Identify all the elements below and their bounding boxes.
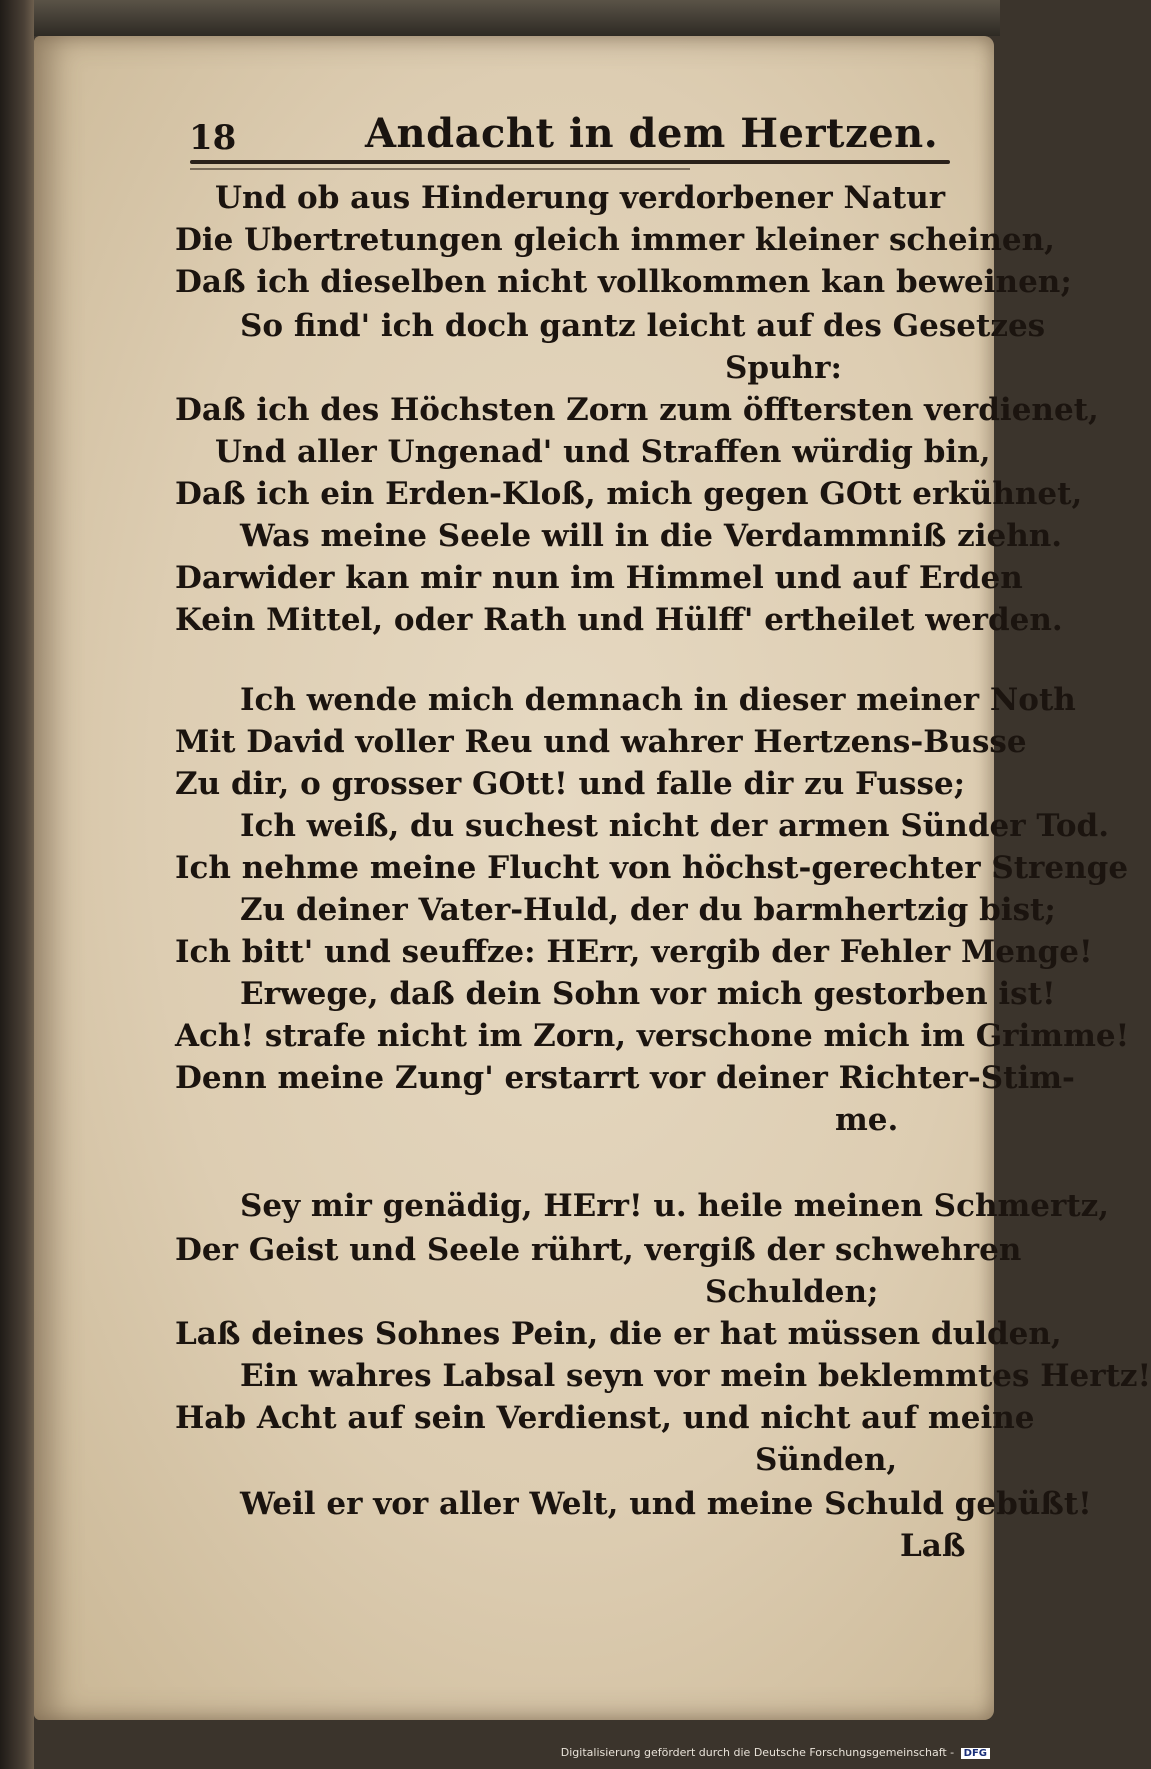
verse-line: Zu deiner Vater-Huld, der du barmhertzig bist; <box>240 892 1056 928</box>
verse-line: Spuhr: <box>725 350 842 386</box>
verse-line: Ich nehme meine Flucht von höchst-gerechter Strenge <box>175 850 1129 886</box>
verse-line: Denn meine Zung' erstarrt vor deiner Richter-Stim- <box>175 1060 1075 1096</box>
verse-line: Ich weiß, du suchest nicht der armen Sünder Tod. <box>240 808 1110 844</box>
verse-line: Weil er vor aller Welt, und meine Schuld gebüßt! <box>240 1486 1092 1522</box>
verse-line: Erwege, daß dein Sohn vor mich gestorben ist! <box>240 976 1056 1012</box>
verse-line: Daß ich dieselben nicht vollkommen kan beweinen; <box>175 264 1072 300</box>
scan-background-top <box>0 0 1000 36</box>
verse-line: Der Geist und Seele rührt, vergiß der schwehren <box>175 1232 1022 1268</box>
page-header <box>155 110 965 160</box>
verse-line: Kein Mittel, oder Rath und Hülff' ertheilet werden. <box>175 602 1063 638</box>
verse-line: Schulden; <box>705 1274 879 1310</box>
verse-line: Mit David voller Reu und wahrer Hertzens-Busse <box>175 724 1027 760</box>
verse-line: Hab Acht auf sein Verdienst, und nicht auf meine <box>175 1400 1035 1436</box>
header-rule-secondary <box>190 168 690 170</box>
verse-line: Zu dir, o grosser GOtt! und falle dir zu Fusse; <box>175 766 966 802</box>
page-number: 18 <box>189 118 237 158</box>
verse-line: me. <box>835 1102 899 1138</box>
credit-text: Digitalisierung gefördert durch die Deutsche Forschungsgemeinschaft - <box>560 1746 955 1759</box>
verse-line: Und ob aus Hinderung verdorbener Natur <box>215 180 946 216</box>
verse-line: Und aller Ungenad' und Straffen würdig bin, <box>215 434 991 470</box>
verse-line: Daß ich ein Erden-Kloß, mich gegen GOtt erkühnet, <box>175 476 1083 512</box>
book-spine <box>0 0 34 1769</box>
dfg-logo: DFG <box>961 1748 990 1759</box>
verse-line: Daß ich des Höchsten Zorn zum öfftersten verdienet, <box>175 392 1099 428</box>
verse-line: Ich bitt' und seuffze: HErr, vergib der Fehler Menge! <box>175 934 1093 970</box>
verse-line: Sey mir genädig, HErr! u. heile meinen Schmertz, <box>240 1188 1110 1224</box>
verse-line: Was meine Seele will in die Verdammniß ziehn. <box>240 518 1063 554</box>
verse-line: Die Ubertretungen gleich immer kleiner scheinen, <box>175 222 1055 258</box>
running-title: Andacht in dem Hertzen. <box>365 110 939 157</box>
verse-line: Sünden, <box>755 1442 898 1478</box>
verse-line: Darwider kan mir nun im Himmel und auf Erden <box>175 560 1023 596</box>
verse-line: Ich wende mich demnach in dieser meiner Noth <box>240 682 1076 718</box>
verse-line: Laß deines Sohnes Pein, die er hat müssen dulden, <box>175 1316 1062 1352</box>
verse-line: Ach! strafe nicht im Zorn, verschone mich im Grimme! <box>175 1018 1130 1054</box>
digitization-credit <box>561 1746 990 1759</box>
verse-line: Ein wahres Labsal seyn vor mein beklemmtes Hertz! <box>240 1358 1151 1394</box>
verse-line: So find' ich doch gantz leicht auf des Gesetzes <box>240 308 1046 344</box>
header-rule <box>190 160 950 164</box>
catchword: Laß <box>900 1528 966 1564</box>
